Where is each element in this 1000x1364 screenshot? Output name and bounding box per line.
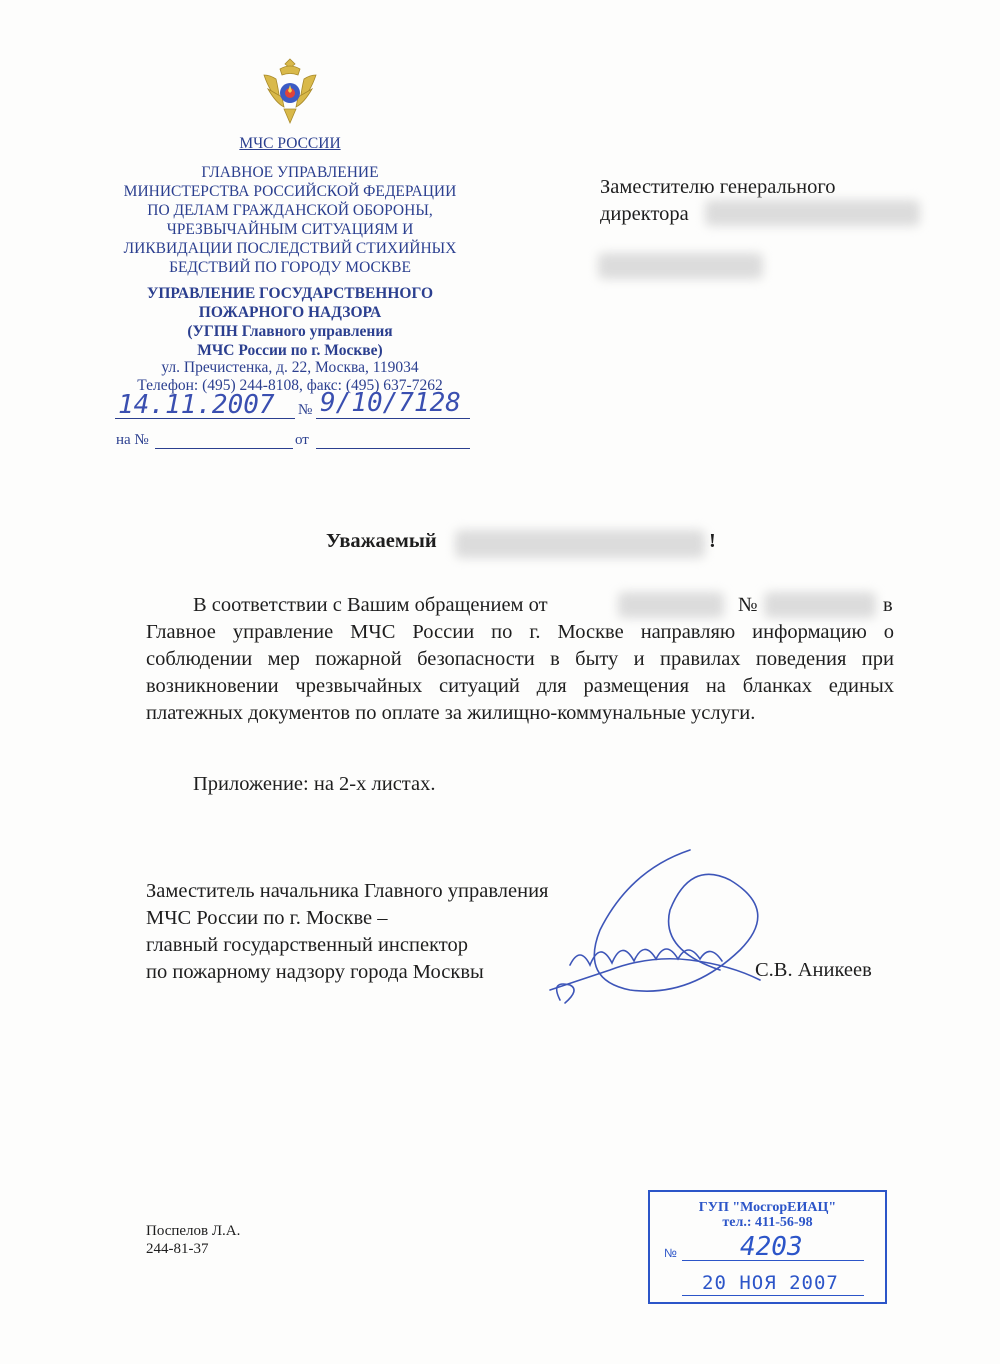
- address: ул. Пречистенка, д. 22, Москва, 119034: [161, 359, 419, 376]
- directorate-line: БЕДСТВИЙ ПО ГОРОДУ МОСКВЕ: [169, 259, 411, 276]
- emchs-emblem-icon: [258, 55, 322, 130]
- body-number-sign: №: [738, 594, 758, 616]
- department-line: (УГПН Главного управления: [187, 323, 393, 340]
- salutation-prefix: Уважаемый: [326, 530, 437, 552]
- stamp-phone: тел.: 411-56-98: [722, 1215, 813, 1230]
- department-block: [95, 284, 485, 360]
- signatory-name: С.В. Аникеев: [755, 959, 872, 981]
- handwritten-signature-icon: [540, 840, 800, 1020]
- department-line: МЧС России по г. Москве): [197, 342, 383, 359]
- directorate-line: ГЛАВНОЕ УПРАВЛЕНИЕ: [201, 164, 379, 181]
- signatory-title-line: главный государственный инспектор: [146, 934, 468, 956]
- redacted-request-date: [618, 592, 724, 618]
- signatory-title-line: МЧС России по г. Москве –: [146, 907, 388, 929]
- body-in-word: в: [883, 594, 893, 616]
- salutation-suffix: !: [709, 530, 716, 552]
- registration-stamp: [648, 1190, 887, 1304]
- executor-name: Поспелов Л.А.: [146, 1223, 241, 1239]
- reply-date-underline: [316, 448, 470, 449]
- stamp-org: ГУП "МосгорЕИАЦ": [698, 1200, 837, 1215]
- reply-to-label: на №: [116, 432, 149, 448]
- number-sign: №: [298, 402, 313, 418]
- redacted-addressee-name: [705, 200, 920, 226]
- addressee-line: Заместителю генерального: [600, 176, 836, 198]
- body-paragraph: Главное управление МЧС России по г. Москве направляю информацию о соблюдении мер пожарной безопасности в быту и правилах поведения при возникновении чрезвычайных ситуаций для размещения на бланках единых платежных документов по оплате за жилищно-коммунальные услуги.: [146, 621, 894, 724]
- phone-fax: Телефон: (495) 244-8108, факс: (495) 637-7262: [137, 377, 443, 394]
- stamp-number-sign: №: [664, 1246, 677, 1260]
- stamp-date-underline: [682, 1295, 864, 1296]
- attachment-note: Приложение: на 2-х листах.: [193, 773, 436, 795]
- executor-block: [146, 1222, 240, 1258]
- number-underline: [316, 418, 470, 419]
- directorate-line: ЛИКВИДАЦИИ ПОСЛЕДСТВИЙ СТИХИЙНЫХ: [123, 240, 457, 257]
- from-label: от: [295, 432, 309, 448]
- signatory-title-line: по пожарному надзору города Москвы: [146, 961, 484, 983]
- directorate-line: ЧРЕЗВЫЧАЙНЫМ СИТУАЦИЯМ И: [166, 221, 414, 238]
- main-directorate-block: [95, 163, 485, 277]
- executor-phone: 244-81-37: [146, 1241, 209, 1257]
- redacted-request-number: [764, 592, 876, 618]
- redacted-salutation-name: [455, 530, 705, 558]
- department-line: ПОЖАРНОГО НАДЗОРА: [198, 304, 382, 321]
- registration-number: 9/10/7128: [320, 388, 461, 418]
- ministry-short-name: МЧС РОССИИ: [239, 135, 341, 152]
- signatory-title-line: Заместитель начальника Главного управления: [146, 880, 549, 902]
- addressee-line: директора: [600, 203, 689, 225]
- directorate-line: ПО ДЕЛАМ ГРАЖДАНСКОЙ ОБОРОНЫ,: [147, 202, 433, 219]
- body-line-start: В соответствии с Вашим обращением от: [193, 594, 548, 616]
- signatory-title: [146, 878, 548, 986]
- directorate-line: МИНИСТЕРСТВА РОССИЙСКОЙ ФЕДЕРАЦИИ: [123, 183, 457, 200]
- stamp-date: 20 НОЯ 2007: [702, 1272, 839, 1294]
- department-line: УПРАВЛЕНИЕ ГОСУДАРСТВЕННОГО: [146, 285, 434, 302]
- registration-date: 14.11.2007: [118, 390, 275, 420]
- stamp-number: 4203: [740, 1232, 803, 1262]
- redacted-addressee-company: [598, 253, 763, 279]
- reply-number-underline: [155, 448, 293, 449]
